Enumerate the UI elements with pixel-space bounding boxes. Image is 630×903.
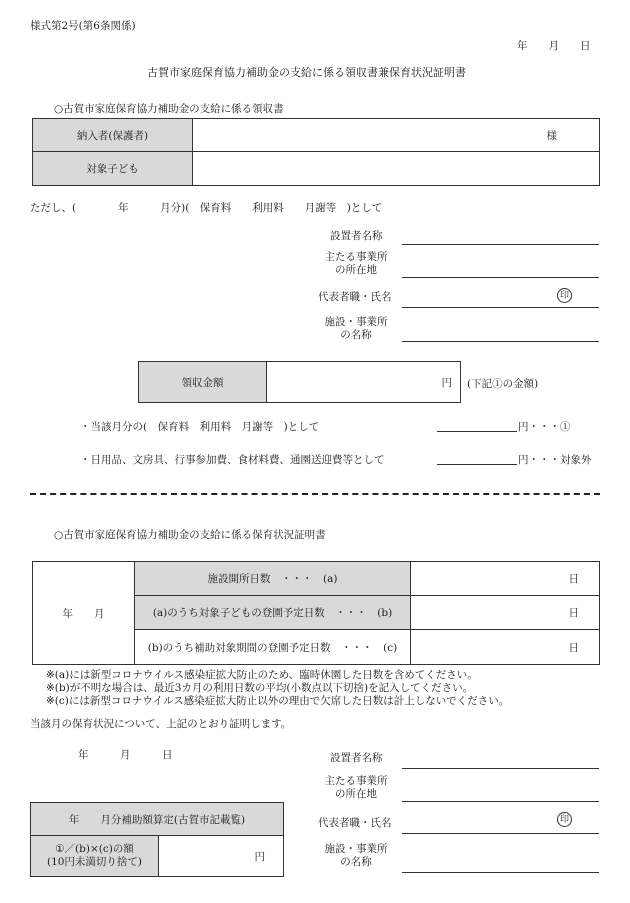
office-location-label	[318, 251, 394, 277]
cert-office-location-label	[318, 775, 394, 801]
representative-field[interactable]	[402, 307, 599, 308]
cert-founder-field[interactable]	[402, 768, 599, 769]
note-b: ※(b)が不明な場合は、最近3カ月の利用日数の平均(小数点以下切捨)を記入してください。	[46, 682, 474, 694]
row-b-label-cell	[135, 596, 411, 630]
office-location-field[interactable]	[402, 277, 599, 278]
office-location-label-2: の所在地	[335, 264, 377, 276]
row-c-value-field[interactable]	[411, 630, 599, 664]
item1-text: ・当該月分の( 保育料 利用料 月謝等 )として	[80, 421, 320, 433]
row-a-value-field[interactable]	[411, 562, 599, 596]
calc-box	[30, 802, 284, 877]
amount-note: (下記①の金額)	[467, 378, 539, 390]
item2-suffix: 円・・・対象外	[518, 454, 592, 466]
item1-suffix: 円・・・①	[518, 421, 571, 433]
facility-label-2: の名称	[340, 329, 372, 341]
payer-label: 納入者(保護者)	[76, 129, 149, 142]
month-cell[interactable]	[33, 562, 135, 664]
row-c-label-cell	[135, 630, 411, 664]
cert-founder-label: 設置者名称	[330, 752, 383, 764]
item1-amount-field[interactable]	[437, 431, 517, 432]
item2-amount-field[interactable]	[437, 464, 517, 465]
row-c-label: (b)のうち補助対象期間の登園予定日数 ・・・ (c)	[147, 641, 398, 654]
proviso-text: ただし、( 年 月分)( 保育料 利用料 月謝等 )として	[30, 202, 383, 214]
certificate-section-title: ○古賀市家庭保育協力補助金の支給に係る保育状況証明書	[54, 529, 326, 541]
cert-facility-field[interactable]	[402, 872, 599, 873]
row-b-value-field[interactable]	[411, 596, 599, 630]
calc-amount-field[interactable]	[159, 836, 283, 876]
child-label-cell	[33, 152, 193, 185]
calc-formula-1: ①／(b)×(c)の額	[55, 843, 134, 855]
receipt-table	[32, 118, 600, 186]
cert-representative-label: 代表者職・氏名	[318, 817, 392, 829]
form-number: 様式第2号(第6条関係)	[30, 20, 136, 32]
calc-header-cell	[31, 803, 283, 836]
note-a: ※(a)には新型コロナウイルス感染症拡大防止のため、臨時休園した日数を含めてください。	[46, 669, 478, 681]
amount-label: 領収金額	[181, 376, 224, 389]
note-c: ※(c)には新型コロナウイルス感染症拡大防止以外の理由で欠席した日数は計上しないでください。	[46, 695, 510, 707]
cert-office-location-field[interactable]	[402, 801, 599, 802]
month-label: 年 月	[62, 607, 105, 620]
child-name-field[interactable]	[193, 152, 599, 185]
date-line: 年 月 日	[517, 40, 591, 52]
calc-formula-cell	[31, 836, 159, 876]
certificate-table	[32, 561, 600, 665]
facility-label	[318, 316, 394, 342]
amount-table	[138, 361, 461, 403]
founder-label: 設置者名称	[330, 230, 383, 242]
calc-amount-unit: 円	[254, 850, 265, 863]
amount-unit: 円	[441, 376, 452, 389]
calc-header: 年 月分補助額算定(古賀市記載覧)	[68, 813, 246, 826]
row-a-label-cell	[135, 562, 411, 596]
row-a-label: 施設開所日数 ・・・ (a)	[207, 573, 338, 585]
cut-line	[30, 493, 600, 495]
cert-facility-label	[318, 843, 394, 869]
founder-field[interactable]	[402, 244, 599, 245]
item2-text: ・日用品、文房具、行事参加費、食材料費、通園送迎費等として	[80, 454, 385, 466]
cert-office-location-label-1: 主たる事業所	[324, 775, 388, 787]
facility-field[interactable]	[402, 341, 599, 342]
payer-suffix: 様	[546, 129, 557, 142]
cert-facility-label-1: 施設・事業所	[324, 843, 388, 855]
cert-representative-field[interactable]	[402, 833, 599, 834]
calc-formula-2: (10円未満切り捨て)	[46, 856, 143, 868]
child-label: 対象子ども	[86, 163, 139, 175]
facility-label-1: 施設・事業所	[324, 316, 388, 328]
row-b-label: (a)のうち対象子どもの登園予定日数 ・・・ (b)	[152, 607, 393, 619]
receipt-section-title: ○古賀市家庭保育協力補助金の支給に係る領収書	[54, 103, 284, 115]
cert-seal-icon: 印	[557, 812, 572, 827]
payer-name-field[interactable]	[193, 119, 599, 152]
seal-icon: 印	[557, 288, 572, 303]
certificate-statement: 当該月の保育状況について、上記のとおり証明します。	[30, 718, 292, 730]
cert-facility-label-2: の名称	[340, 856, 372, 868]
cert-office-location-label-2: の所在地	[335, 788, 377, 800]
row-c-unit: 日	[568, 641, 579, 654]
row-a-unit: 日	[568, 573, 579, 585]
row-b-unit: 日	[568, 607, 579, 619]
certificate-date: 年 月 日	[78, 749, 173, 761]
payer-label-cell	[33, 119, 193, 152]
office-location-label-1: 主たる事業所	[324, 251, 388, 263]
document-title: 古賀市家庭保育協力補助金の支給に係る領収書兼保育状況証明書	[147, 66, 466, 79]
amount-field[interactable]	[267, 362, 460, 402]
amount-label-cell	[139, 362, 267, 402]
representative-label: 代表者職・氏名	[318, 291, 392, 303]
